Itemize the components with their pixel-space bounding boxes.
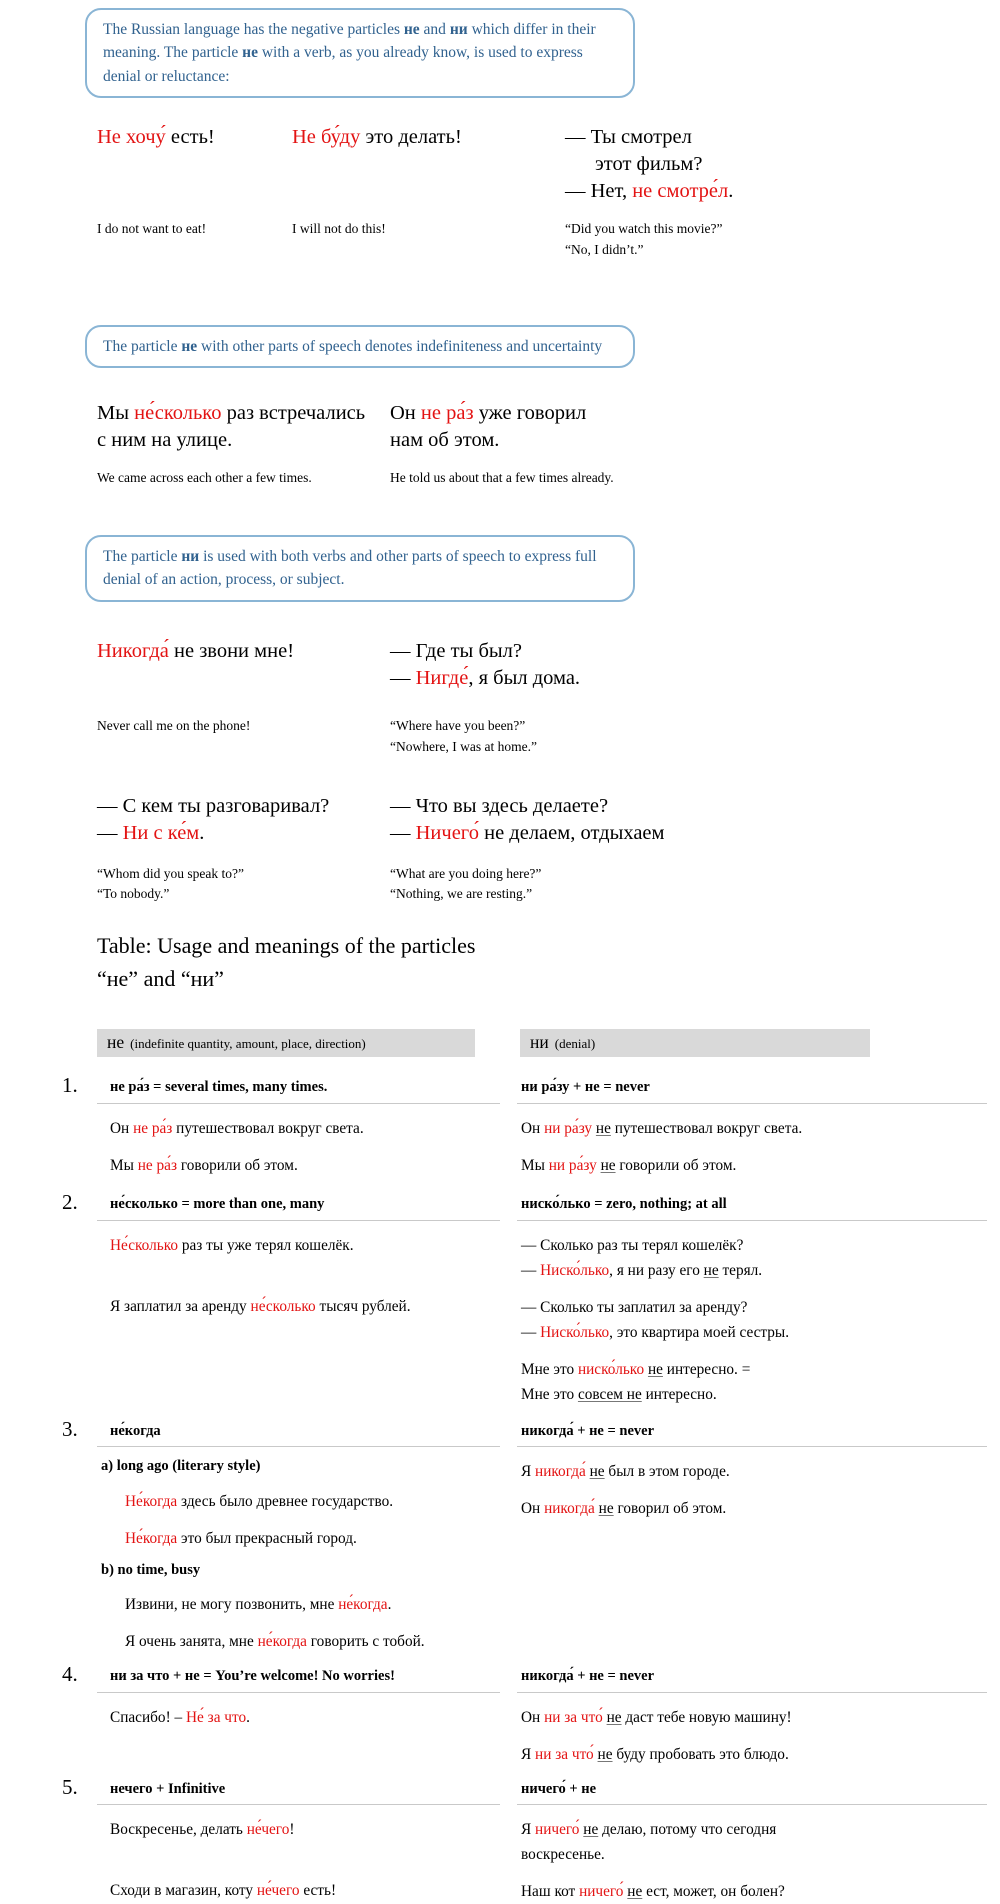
row-number: 4. bbox=[62, 1662, 78, 1687]
russian-sentence: Мне это ниско́лько не интересно. = bbox=[521, 1360, 751, 1378]
russian-sentence: Сходи в магазин, коту не́чего есть! bbox=[110, 1882, 337, 1900]
rule-subheader-a: a) long ago (literary style) bbox=[101, 1458, 261, 1475]
ne-cell bbox=[97, 1194, 500, 1407]
examples-row-3 bbox=[97, 638, 1000, 692]
examples-row-4 bbox=[97, 793, 1000, 847]
table-title-line-1: Table: Usage and meanings of the particles bbox=[97, 933, 476, 959]
english-translation-line: “To nobody.” bbox=[97, 886, 170, 902]
particle-ni-description: (denial) bbox=[554, 1036, 596, 1052]
particle-ne-description: (indefinite quantity, amount, place, direction) bbox=[130, 1036, 366, 1052]
table-row-4 bbox=[62, 1662, 1000, 1767]
russian-sentence: Не́сколько раз ты уже терял кошелёк. bbox=[110, 1236, 354, 1254]
russian-sentence: Не́когда здесь было древнее государство. bbox=[125, 1492, 394, 1510]
russian-example-line: Не бу́ду это делать! bbox=[292, 125, 462, 148]
rule-header: ниско́лько = zero, nothing; at all bbox=[517, 1194, 987, 1221]
english-translation-line: “Nothing, we are resting.” bbox=[390, 886, 533, 902]
examples-row-2 bbox=[97, 400, 1000, 454]
russian-sentence: Воскресенье, делать не́чего! bbox=[110, 1821, 295, 1839]
table-title bbox=[97, 929, 1000, 995]
russian-example-line: — Ты смотрел bbox=[565, 125, 692, 148]
russian-sentence: Я ничего́ не делаю, потому что сегодня bbox=[521, 1821, 777, 1839]
russian-example-line: Он не ра́з уже говорил bbox=[390, 401, 587, 424]
table-row-2 bbox=[62, 1189, 1000, 1407]
row-number: 5. bbox=[62, 1774, 78, 1799]
ne-cell bbox=[97, 1666, 500, 1767]
russian-sentence: — Сколько раз ты терял кошелёк? bbox=[521, 1236, 744, 1254]
intro-box-ne-ni bbox=[85, 8, 635, 98]
examples-row-1 bbox=[97, 124, 1000, 205]
russian-sentence: Я ни за что́ не буду пробовать это блюдо. bbox=[521, 1745, 789, 1763]
russian-sentence: Не́когда это был прекрасный город. bbox=[125, 1529, 357, 1547]
russian-example-line: — Нет, не смотре́л. bbox=[565, 179, 734, 202]
rule-header: ни за что + не = You’re welcome! No worries! bbox=[97, 1666, 500, 1693]
table-row-3 bbox=[62, 1416, 1000, 1655]
rule-header: ничего́ + не bbox=[517, 1779, 987, 1806]
english-translation-line: “Nowhere, I was at home.” bbox=[390, 738, 537, 754]
intro-box-ni bbox=[85, 535, 635, 602]
ni-cell bbox=[500, 1194, 987, 1407]
intro-box-2-text: The particle не with other parts of speech denotes indefiniteness and uncertainty bbox=[103, 337, 603, 355]
rule-header: никогда́ + не = never bbox=[517, 1421, 987, 1448]
russian-example-line: — Ни с ке́м. bbox=[97, 822, 205, 845]
rule-header: ни ра́зу + не = never bbox=[517, 1077, 987, 1104]
russian-sentence: Он ни за что́ не даст тебе новую машину! bbox=[521, 1708, 792, 1726]
particle-ne-label: не bbox=[107, 1032, 125, 1053]
rule-header: нечего + Infinitive bbox=[97, 1779, 500, 1806]
russian-sentence: Он ни ра́зу не путешествовал вокруг света. bbox=[521, 1119, 803, 1137]
english-translation-line: He told us about that a few times already. bbox=[390, 470, 614, 486]
table-header-ni bbox=[520, 1029, 870, 1057]
russian-sentence: Мы ни ра́зу не говорили об этом. bbox=[521, 1156, 737, 1174]
intro-box-ne-other bbox=[85, 325, 635, 368]
russian-sentence: Извини, не могу позвонить, мне не́когда. bbox=[125, 1596, 392, 1614]
row-number: 2. bbox=[62, 1189, 78, 1214]
russian-sentence: Он никогда́ не говорил об этом. bbox=[521, 1500, 727, 1518]
ni-cell bbox=[500, 1779, 987, 1904]
russian-example-line: с ним на улице. bbox=[97, 429, 233, 452]
russian-example-line: Мы не́сколько раз встречались bbox=[97, 401, 366, 424]
table-header-row bbox=[97, 1029, 1000, 1057]
rule-subheader-b: b) no time, busy bbox=[101, 1561, 201, 1578]
english-translation-line: We came across each other a few times. bbox=[97, 470, 312, 486]
ne-cell bbox=[97, 1421, 500, 1655]
english-translation-line: Never call me on the phone! bbox=[97, 717, 251, 733]
russian-sentence: — Ниско́лько, я ни разу его не терял. bbox=[521, 1261, 763, 1279]
intro-box-1-text: The Russian language has the negative particles не and ни which differ in their meaning. The particle не with a verb, as you already know, is used to express denial or reluctance: bbox=[103, 21, 596, 85]
russian-example-line: нам об этом. bbox=[390, 429, 500, 452]
russian-example-line: — Где ты был? bbox=[390, 639, 522, 662]
rule-header: не́сколько = more than one, many bbox=[97, 1194, 500, 1221]
ne-cell bbox=[97, 1077, 500, 1178]
russian-example-line: Никогда́ не звони мне! bbox=[97, 639, 295, 662]
translations-row-3 bbox=[97, 716, 1000, 758]
russian-example-line: — Что вы здесь делаете? bbox=[390, 795, 609, 818]
row-number: 1. bbox=[62, 1073, 78, 1098]
english-translation-line: “Did you watch this movie?” bbox=[565, 220, 723, 236]
russian-sentence: Мы не ра́з говорили об этом. bbox=[110, 1156, 298, 1174]
english-translation-line: “Whom did you speak to?” bbox=[97, 865, 244, 881]
translations-row-4 bbox=[97, 864, 1000, 906]
russian-sentence: Я заплатил за аренду не́сколько тысяч рублей. bbox=[110, 1297, 411, 1315]
rule-header: не́когда bbox=[97, 1421, 500, 1448]
english-translation-line: I will not do this! bbox=[292, 220, 386, 236]
intro-box-3-text: The particle ни is used with both verbs and other parts of speech to express full denial of an action, process, or subject. bbox=[103, 548, 597, 589]
ni-cell bbox=[500, 1666, 987, 1767]
russian-sentence: Он не ра́з путешествовал вокруг света. bbox=[110, 1119, 364, 1137]
english-translation-line: I do not want to eat! bbox=[97, 220, 207, 236]
russian-example-line: — Ничего́ не делаем, отдыхаем bbox=[390, 822, 665, 845]
rule-header: никогда́ + не = never bbox=[517, 1666, 987, 1693]
rule-header: не ра́з = several times, many times. bbox=[97, 1077, 500, 1104]
russian-sentence: Я никогда́ не был в этом городе. bbox=[521, 1463, 730, 1481]
particle-ni-label: ни bbox=[530, 1032, 549, 1053]
table-header-ne bbox=[97, 1029, 475, 1057]
translations-row-1 bbox=[97, 219, 1000, 261]
ni-cell bbox=[500, 1421, 987, 1655]
row-number: 3. bbox=[62, 1416, 78, 1441]
russian-sentence: воскресенье. bbox=[521, 1846, 605, 1864]
ni-cell bbox=[500, 1077, 987, 1178]
ne-cell bbox=[97, 1779, 500, 1904]
russian-sentence: Я очень занята, мне не́когда говорить с тобой. bbox=[125, 1633, 425, 1651]
russian-example-line: — С кем ты разговаривал? bbox=[97, 795, 330, 818]
english-translation-line: “What are you doing here?” bbox=[390, 865, 542, 881]
english-translation-line: “No, I didn’t.” bbox=[565, 241, 644, 257]
russian-sentence: — Ниско́лько, это квартира моей сестры. bbox=[521, 1323, 790, 1341]
russian-sentence: Спасибо! – Не́ за что. bbox=[110, 1708, 250, 1726]
table-title-line-2: “не” and “ни” bbox=[97, 966, 224, 992]
english-translation-line: “Where have you been?” bbox=[390, 717, 526, 733]
russian-example-line: — Нигде́, я был дома. bbox=[390, 666, 581, 689]
russian-sentence: Мне это совсем не интересно. bbox=[521, 1385, 717, 1403]
russian-example-line: Не хочу́ есть! bbox=[97, 125, 215, 148]
translations-row-2 bbox=[97, 468, 1000, 489]
table-row-5 bbox=[62, 1774, 1000, 1904]
russian-example-line: этот фильм? bbox=[595, 152, 703, 175]
russian-sentence: Наш кот ничего́ не ест, может, он болен? bbox=[521, 1883, 785, 1901]
russian-sentence: — Сколько ты заплатил за аренду? bbox=[521, 1298, 748, 1316]
table-row-1 bbox=[62, 1073, 1000, 1178]
